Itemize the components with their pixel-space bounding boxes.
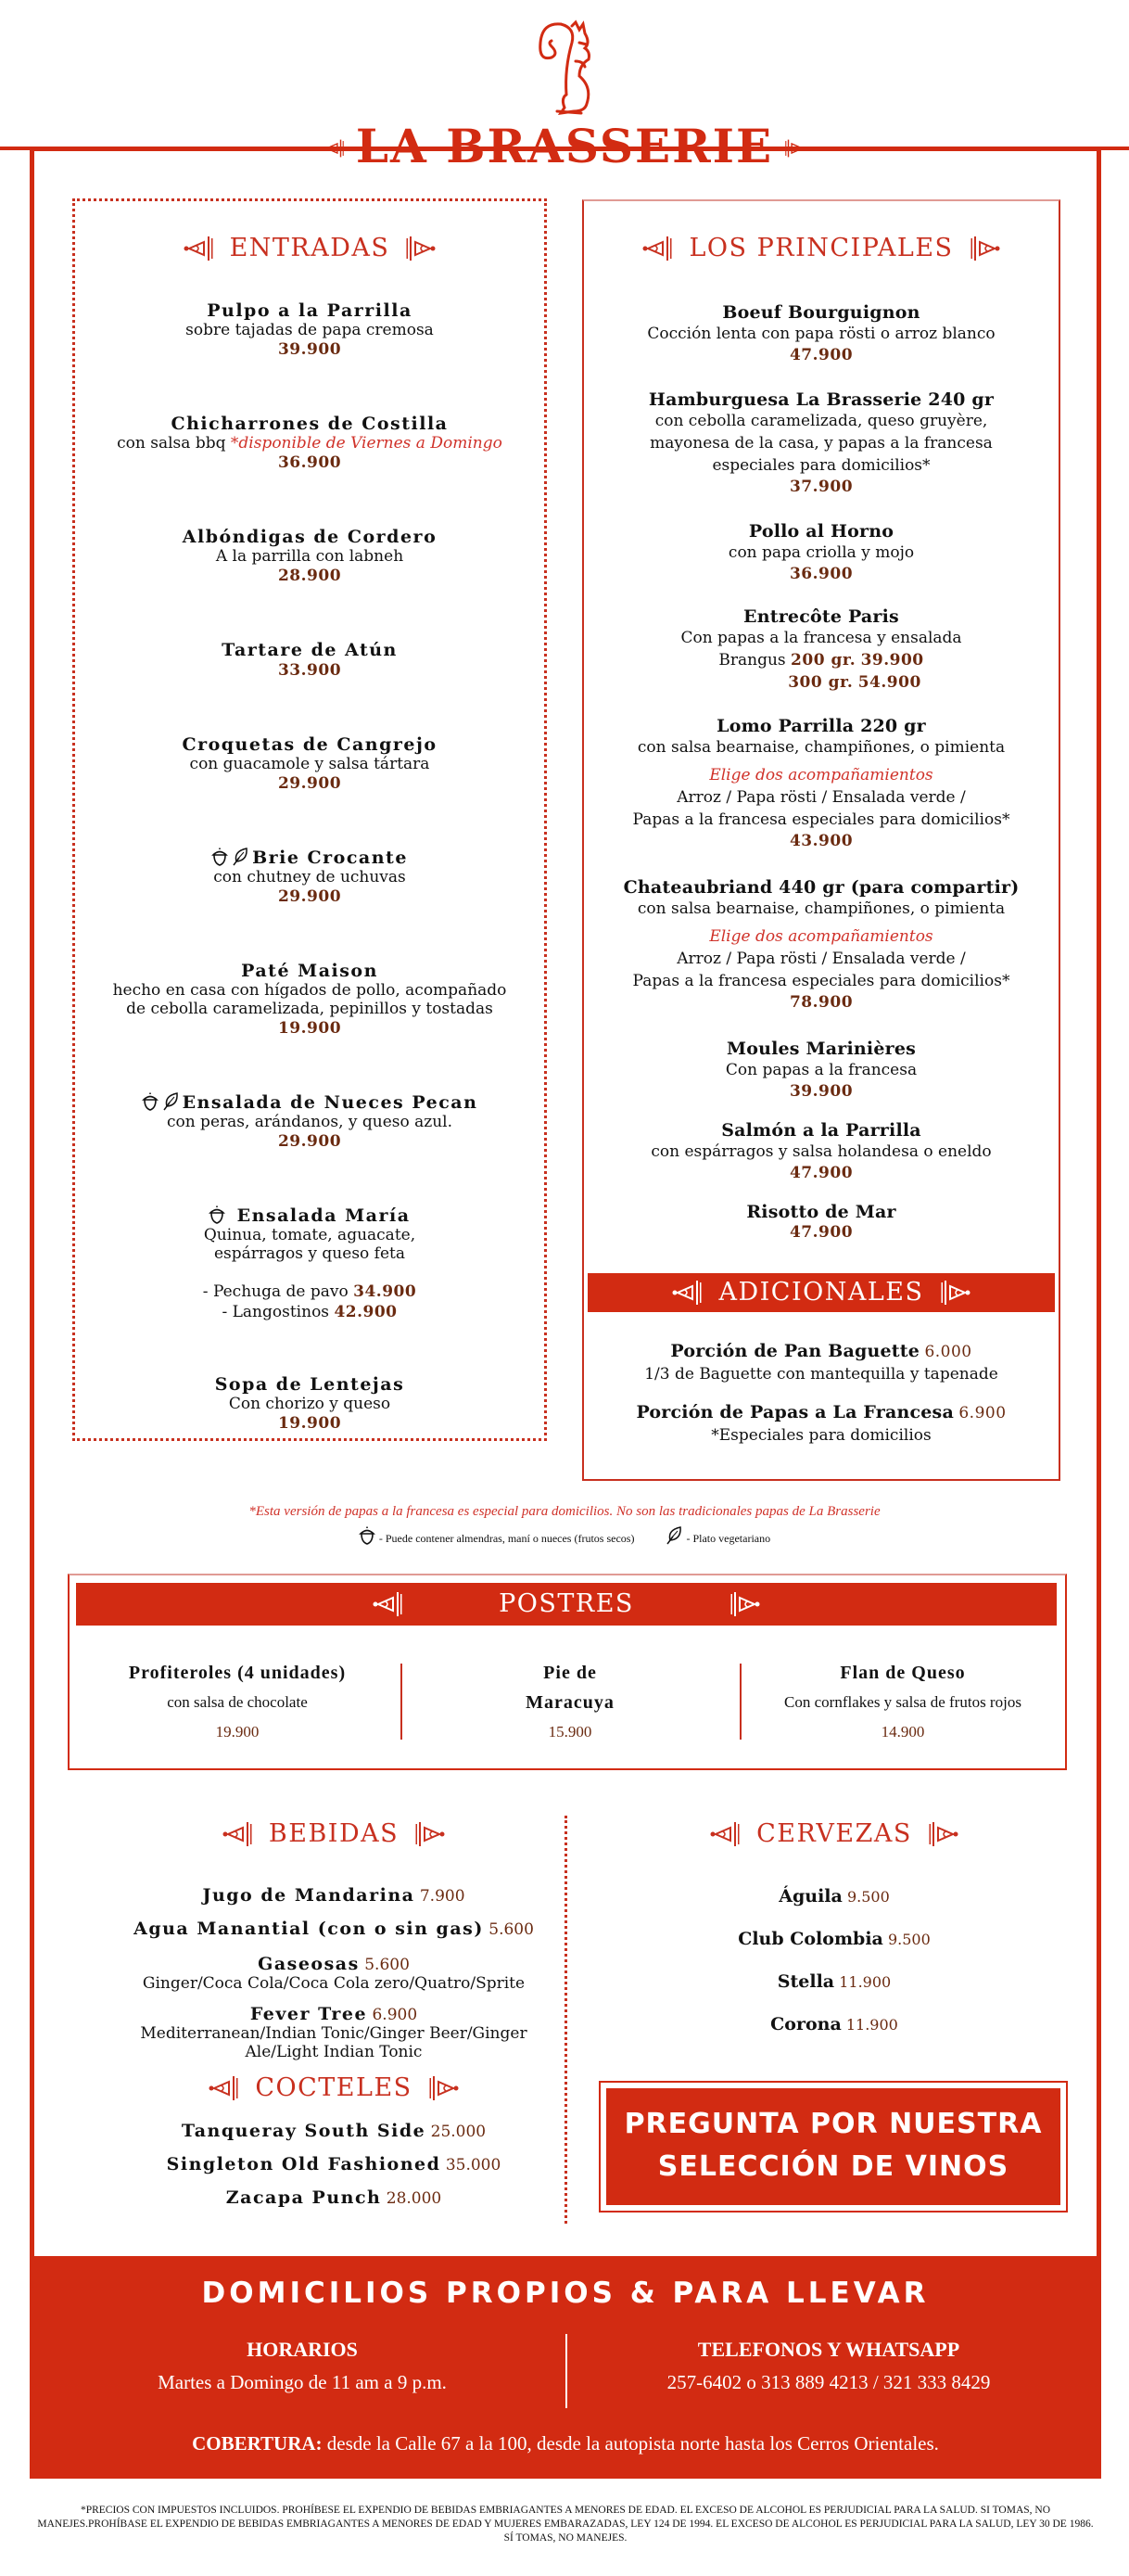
drink-item xyxy=(102,1955,565,1993)
item-name: Pollo al Horno xyxy=(748,521,894,542)
cocktail-item xyxy=(102,2188,565,2208)
postres-title: POSTRES xyxy=(499,1589,634,1618)
item-sides: Papas a la francesa especiales para domicilios* xyxy=(632,810,1010,829)
phones-value[interactable]: 257-6402 o 313 889 4213 / 321 333 8429 xyxy=(666,2371,991,2393)
item-price: 25.000 xyxy=(430,2123,487,2141)
divider xyxy=(740,1664,742,1740)
item-name: Moules Marinières xyxy=(726,1039,917,1059)
menu-item xyxy=(74,414,545,473)
option-price: 42.900 xyxy=(334,1303,398,1321)
option-label: 200 gr. xyxy=(791,651,856,670)
item-price: 43.900 xyxy=(789,832,854,850)
item-name: Chicharrones de Costilla xyxy=(171,414,449,434)
item-desc: Con chorizo y queso xyxy=(228,1395,391,1413)
entradas-title: ENTRADAS xyxy=(229,234,390,262)
principales-heading xyxy=(584,234,1059,262)
principales-title: LOS PRINCIPALES xyxy=(689,234,954,262)
item-name: Ensalada de Nueces Pecan xyxy=(182,1092,478,1113)
item-price: 36.900 xyxy=(277,453,342,472)
ornament-right-icon xyxy=(402,235,436,262)
nut-icon xyxy=(211,848,228,866)
veg-legend-text: - Plato vegetariano xyxy=(686,1532,771,1545)
phones-label: TELEFONOS Y WHATSAPP xyxy=(697,2338,960,2361)
menu-item xyxy=(584,521,1059,584)
item-name: Entrecôte Paris xyxy=(743,606,899,627)
item-desc: Con cornflakes y salsa de frutos rojos xyxy=(784,1693,1021,1711)
menu-item xyxy=(74,1092,545,1152)
drink-item xyxy=(102,1919,565,1939)
adicionales-title: ADICIONALES xyxy=(718,1278,924,1307)
item-name: Maracuya xyxy=(526,1692,615,1713)
ornament-left-icon xyxy=(672,1279,705,1307)
menu-item xyxy=(584,1120,1059,1183)
menu-item xyxy=(74,527,545,586)
menu-item xyxy=(74,734,545,794)
nut-legend-text: - Puede contener almendras, maní o nueces (frutos secos) xyxy=(378,1532,635,1545)
item-name: Pulpo a la Parrilla xyxy=(207,300,412,321)
bebidas-heading xyxy=(102,1819,565,1848)
item-desc: con salsa bearnaise, champiñones, o pimienta xyxy=(637,738,1006,757)
item-desc: con espárragos y salsa holandesa o eneldo xyxy=(651,1142,992,1161)
item-desc: de cebolla caramelizada, pepinillos y tostadas xyxy=(126,1000,493,1018)
entradas-heading xyxy=(74,234,545,262)
item-desc: Con papas a la francesa xyxy=(725,1061,918,1079)
hours-value: Martes a Domingo de 11 am a 9 p.m. xyxy=(158,2371,447,2393)
leaf-icon xyxy=(666,1526,682,1545)
item-desc: Ginger/Coca Cola/Coca Cola zero/Quatro/Sprite xyxy=(142,1974,526,1993)
drink-item xyxy=(102,1886,565,1906)
item-name: Paté Maison xyxy=(241,961,378,981)
ornament-right-icon xyxy=(425,2074,459,2102)
item-desc: *Especiales para domicilios xyxy=(711,1426,932,1445)
item-price: 37.900 xyxy=(789,478,854,496)
cut-label: Brangus xyxy=(718,651,786,670)
cocktail-item xyxy=(102,2155,565,2174)
hours-label: HORARIOS xyxy=(247,2338,358,2361)
ornament-left-icon xyxy=(222,1820,256,1848)
option-price: 39.900 xyxy=(860,651,924,670)
item-price: 5.600 xyxy=(364,1956,410,1974)
item-name: Tanqueray South Side xyxy=(181,2121,426,2141)
delivery-section xyxy=(30,2256,1101,2479)
item-desc: mayonesa de la casa, y papas a la francesa xyxy=(650,434,993,453)
item-name: Profiteroles (4 unidades) xyxy=(128,1663,347,1683)
option-price: 34.900 xyxy=(353,1282,417,1301)
item-price: 29.900 xyxy=(277,887,342,906)
item-name: Hamburguesa La Brasserie 240 gr xyxy=(648,389,995,410)
option-label: - Langostinos xyxy=(222,1303,330,1321)
item-price: 9.500 xyxy=(887,1931,931,1948)
item-desc: Con papas a la francesa y ensalada xyxy=(680,629,962,647)
item-price: 11.900 xyxy=(839,1973,892,1991)
delivery-title: DOMICILIOS PROPIOS & PARA LLEVAR xyxy=(201,2276,930,2310)
item-price: 9.500 xyxy=(846,1888,890,1906)
bebidas-title: BEBIDAS xyxy=(268,1819,400,1848)
coverage-text xyxy=(30,2432,1101,2455)
fries-note: *Esta versión de papas a la francesa es especial para domicilios. No son las tradicionales papas de La Brasserie xyxy=(248,1504,881,1519)
item-price: 39.900 xyxy=(277,340,342,359)
item-desc: sobre tajadas de papa cremosa xyxy=(185,321,434,339)
item-name: Fever Tree xyxy=(249,2004,368,2024)
item-name: Croquetas de Cangrejo xyxy=(182,734,438,755)
item-price: 47.900 xyxy=(789,346,854,364)
allergen-legend xyxy=(0,1526,1129,1546)
item-desc: A la parrilla con labneh xyxy=(215,547,404,566)
item-desc: con peras, arándanos, y queso azul. xyxy=(166,1113,453,1131)
nut-icon xyxy=(209,1205,225,1224)
item-price: 33.900 xyxy=(277,661,342,680)
menu-item xyxy=(584,1402,1059,1447)
legal-disclaimer: *PRECIOS CON IMPUESTOS INCLUIDOS. PROHÍBESE EL EXPENDIO DE BEBIDAS EMBRIAGANTES A MENORES DE EDAD. EL EXCESO DE ALCOHOL ES PERJUDICIAL PARA LA SALUD. SI TOMAS, NO MANEJES.PROHÍBASE EL EXPENDIO DE BEBIDAS EMBRIAGANTES A MENORES DE EDAD Y MUJERES EMBARAZADAS, LEY 124 DE 1994. EL EXCESO DE ALCOHOL ES PERJUDICIAL PARA LA SALUD, LEY 30 DE 1986. SÍ TOMAS, NO MANEJES. xyxy=(37,2505,1094,2544)
menu-item xyxy=(584,389,1059,497)
menu-item xyxy=(74,1205,545,1322)
item-desc: con salsa de chocolate xyxy=(167,1693,308,1711)
menu-item xyxy=(74,961,545,1039)
item-desc: Ale/Light Indian Tonic xyxy=(245,2043,423,2061)
squirrel-logo-icon xyxy=(524,15,607,119)
item-price: 39.900 xyxy=(789,1082,854,1101)
item-name: Porción de Papas a La Francesa xyxy=(636,1402,954,1422)
cervezas-heading xyxy=(584,1819,1085,1848)
menu-item xyxy=(584,606,1059,694)
hours-block xyxy=(43,2334,562,2399)
cocteles-heading xyxy=(102,2073,565,2102)
ornament-left-icon xyxy=(642,235,676,262)
menu-item xyxy=(584,716,1059,851)
item-name: Agua Manantial (con o sin gas) xyxy=(133,1919,484,1939)
ornament-left-icon xyxy=(209,2074,242,2102)
wine-banner-line: PREGUNTA POR NUESTRA xyxy=(624,2108,1043,2140)
item-price: 19.900 xyxy=(277,1414,342,1433)
item-name: Zacapa Punch xyxy=(225,2187,382,2208)
item-price: 28.900 xyxy=(277,567,342,585)
brand-title: LA BRASSERIE xyxy=(355,119,774,173)
item-name: Corona xyxy=(770,2014,842,2034)
coverage-label: COBERTURA: xyxy=(192,2432,323,2455)
item-sides: Arroz / Papa rösti / Ensalada verde / xyxy=(677,950,966,968)
item-price: 5.600 xyxy=(488,1920,534,1939)
option-price: 54.900 xyxy=(857,673,921,692)
item-price: 14.900 xyxy=(881,1723,925,1741)
item-name: Salmón a la Parrilla xyxy=(721,1120,921,1141)
cocktail-item xyxy=(102,2122,565,2141)
availability-note: *disponible de Viernes a Domingo xyxy=(230,434,502,453)
item-name: Lomo Parrilla 220 gr xyxy=(717,716,926,736)
ornament-left-icon xyxy=(710,1820,743,1848)
item-name: Boeuf Bourguignon xyxy=(722,302,920,323)
item-desc: con salsa bearnaise, champiñones, o pimienta xyxy=(637,899,1006,918)
item-sides: Papas a la francesa especiales para domicilios* xyxy=(632,972,1010,990)
item-name: Gaseosas xyxy=(258,1954,360,1974)
menu-item xyxy=(584,877,1059,1013)
item-price: 7.900 xyxy=(419,1887,465,1906)
item-price: 19.900 xyxy=(215,1723,260,1741)
beer-item xyxy=(584,1971,1085,1992)
drink-item xyxy=(102,2005,565,2061)
item-desc: con cebolla caramelizada, queso gruyère, xyxy=(654,412,988,430)
leaf-icon xyxy=(162,1092,179,1111)
item-price: 47.900 xyxy=(789,1223,854,1242)
dessert-item xyxy=(408,1658,732,1747)
item-name: Risotto de Mar xyxy=(746,1202,896,1222)
ornament-right-icon xyxy=(727,1590,760,1618)
item-desc: 1/3 de Baguette con mantequilla y tapenade xyxy=(644,1365,998,1384)
menu-item xyxy=(74,848,545,907)
ornament-right-icon xyxy=(412,1820,445,1848)
phones-block xyxy=(569,2334,1088,2399)
menu-item xyxy=(74,1374,545,1434)
item-price: 6.000 xyxy=(924,1343,972,1361)
beer-item xyxy=(584,2014,1085,2034)
item-name: Jugo de Mandarina xyxy=(202,1885,415,1906)
menu-item xyxy=(584,1039,1059,1102)
coverage-value: desde la Calle 67 a la 100, desde la autopista norte hasta los Cerros Orientales. xyxy=(326,2432,939,2455)
ornament-left-icon xyxy=(373,1590,406,1618)
dessert-item xyxy=(80,1658,395,1747)
wine-selection-banner xyxy=(599,2081,1068,2213)
item-price: 29.900 xyxy=(277,1132,342,1151)
choose-sides-note: Elige dos acompañamientos xyxy=(709,927,933,946)
item-price: 78.900 xyxy=(789,993,854,1012)
item-name: Porción de Pan Baguette xyxy=(670,1341,920,1361)
nut-icon xyxy=(359,1526,375,1545)
item-name: Albóndigas de Cordero xyxy=(182,527,438,547)
item-price: 6.900 xyxy=(958,1404,1007,1422)
item-price: 28.000 xyxy=(386,2189,442,2208)
item-name: Sopa de Lentejas xyxy=(214,1374,405,1395)
item-price: 11.900 xyxy=(845,2016,898,2034)
ornament-right-icon xyxy=(967,235,1000,262)
item-name: Brie Crocante xyxy=(252,848,408,868)
item-name: Singleton Old Fashioned xyxy=(166,2154,441,2174)
leaf-icon xyxy=(232,848,248,866)
beer-item xyxy=(584,1886,1085,1906)
menu-item xyxy=(74,640,545,681)
item-desc: especiales para domicilios* xyxy=(712,456,931,475)
item-desc: con salsa bbq xyxy=(117,434,226,453)
dessert-item xyxy=(745,1658,1060,1747)
item-price: 19.900 xyxy=(277,1019,342,1038)
item-price: 15.900 xyxy=(548,1723,592,1741)
item-desc: hecho en casa con hígados de pollo, acompañado xyxy=(112,981,507,1000)
item-name: Chateaubriand 440 gr (para compartir) xyxy=(623,877,1020,898)
menu-item xyxy=(584,1341,1059,1385)
nut-icon xyxy=(142,1092,159,1111)
cocteles-title: COCTELES xyxy=(255,2073,412,2102)
item-desc: Quinua, tomate, aguacate, xyxy=(203,1226,416,1244)
item-name: Tartare de Atún xyxy=(222,640,398,660)
item-name: Flan de Queso xyxy=(840,1663,966,1683)
item-sides: Arroz / Papa rösti / Ensalada verde / xyxy=(677,788,966,807)
postres-heading xyxy=(76,1589,1057,1618)
ornament-left-icon xyxy=(184,235,217,262)
item-name: Ensalada María xyxy=(236,1205,411,1226)
item-price: 29.900 xyxy=(277,774,342,793)
item-desc: Mediterranean/Indian Tonic/Ginger Beer/Ginger xyxy=(140,2024,527,2043)
option-label: - Pechuga de pavo xyxy=(202,1282,349,1301)
item-name: Pie de xyxy=(543,1663,597,1683)
menu-item xyxy=(74,300,545,360)
cervezas-title: CERVEZAS xyxy=(756,1819,912,1848)
ornament-right-icon xyxy=(925,1820,958,1848)
item-desc: con papa criolla y mojo xyxy=(728,543,915,562)
item-price: 6.900 xyxy=(372,2006,418,2024)
option-label: 300 gr. xyxy=(788,673,854,692)
ornament-right-icon xyxy=(937,1279,970,1307)
item-name: Club Colombia xyxy=(738,1929,883,1949)
divider xyxy=(565,2334,567,2408)
menu-item xyxy=(584,302,1059,365)
adicionales-heading xyxy=(588,1278,1055,1307)
item-desc: con chutney de uchuvas xyxy=(213,868,406,886)
beer-item xyxy=(584,1929,1085,1949)
item-name: Stella xyxy=(777,1971,835,1992)
wine-banner-line: SELECCIÓN DE VINOS xyxy=(657,2150,1009,2183)
item-desc: con guacamole y salsa tártara xyxy=(189,755,430,773)
choose-sides-note: Elige dos acompañamientos xyxy=(709,766,933,784)
item-price: 35.000 xyxy=(445,2156,501,2174)
item-name: Águila xyxy=(779,1886,843,1906)
item-desc: Cocción lenta con papa rösti o arroz blanco xyxy=(647,325,996,343)
divider xyxy=(400,1664,402,1740)
item-price: 36.900 xyxy=(789,565,854,583)
item-price: 47.900 xyxy=(789,1164,854,1182)
menu-item xyxy=(584,1202,1059,1243)
item-desc: espárragos y queso feta xyxy=(213,1244,406,1263)
